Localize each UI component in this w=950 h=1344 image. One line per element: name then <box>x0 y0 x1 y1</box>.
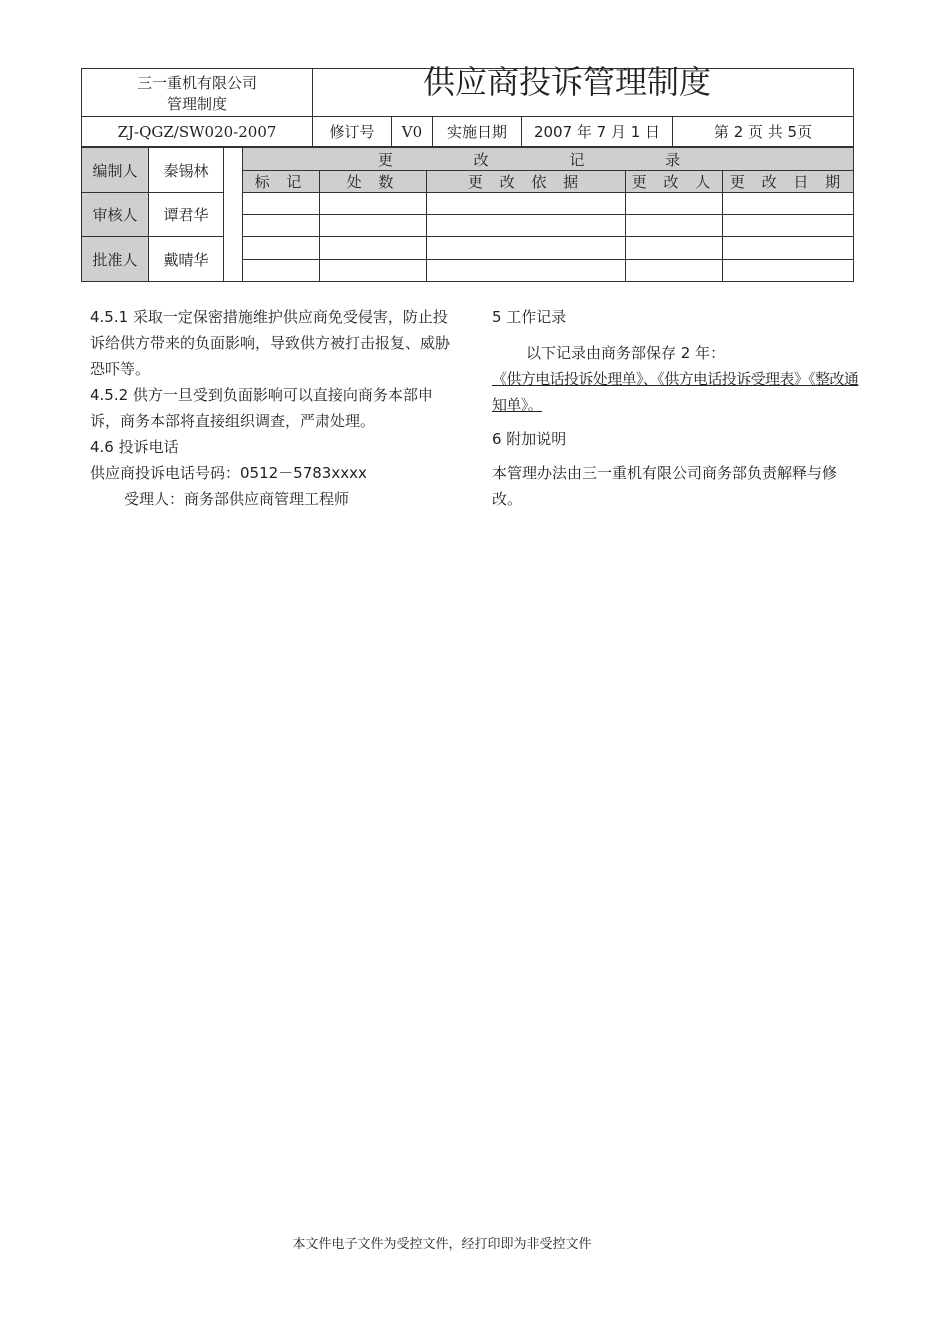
record-cell <box>626 215 723 237</box>
record-cell <box>243 193 320 215</box>
role-label: 审核人 <box>82 193 149 237</box>
record-cell <box>243 215 320 237</box>
record-cell <box>723 260 854 282</box>
record-cell <box>427 193 626 215</box>
page-number: 2 <box>733 123 744 141</box>
spacer-cell <box>224 148 243 282</box>
record-cell <box>243 260 320 282</box>
company-cell <box>82 69 313 117</box>
role-label: 编制人 <box>82 148 149 193</box>
records-intro: 以下记录由商务部保存 2 年： <box>526 344 726 362</box>
paragraph-4-5-1: 4.5.1 采取一定保密措施维护供应商免受侵害，防止投诉给供方带来的负面影响，导致供方被打击报复、威胁恐吓等。 <box>90 308 451 378</box>
receiver: 受理人：商务部供应商管理工程师 <box>124 490 350 508</box>
role-label: 批准人 <box>82 237 149 282</box>
record-title: 更 改 记 录 <box>243 148 854 171</box>
column-header: 更 改 日 期 <box>723 171 854 193</box>
record-cell <box>626 193 723 215</box>
column-header: 更 改 人 <box>626 171 723 193</box>
paragraph-4-5-2: 4.5.2 供方一旦受到负面影响可以直接向商务本部申诉，商务本部将直接组织调查，严肃处理。 <box>90 386 433 430</box>
complaint-phone: 供应商投诉电话号码：0512－5783xxxx <box>90 464 367 482</box>
column-header: 标 记 <box>243 171 320 193</box>
page-prefix: 第 <box>713 123 729 141</box>
record-cell <box>320 193 427 215</box>
role-name: 秦锡林 <box>149 148 224 193</box>
record-cell <box>320 215 427 237</box>
heading-4-6: 4.6 投诉电话 <box>90 438 179 456</box>
doc-type: 管理制度 <box>166 94 227 113</box>
document-title: 供应商投诉管理制度 <box>313 69 854 117</box>
revision-label: 修订号 <box>313 117 392 147</box>
role-name: 戴晴华 <box>149 237 224 282</box>
record-cell <box>320 260 427 282</box>
heading-6: 6 附加说明 <box>492 430 567 448</box>
record-cell <box>723 215 854 237</box>
column-header: 更 改 依 据 <box>427 171 626 193</box>
doc-number: ZJ-QGZ/SW020-2007 <box>82 117 313 147</box>
left-column <box>90 304 462 512</box>
role-name: 谭君华 <box>149 193 224 237</box>
document-header <box>81 63 854 147</box>
record-cell <box>320 237 427 260</box>
record-cell <box>626 260 723 282</box>
record-cell <box>243 237 320 260</box>
company-name: 三一重机有限公司 <box>136 73 257 92</box>
page-info <box>673 117 854 147</box>
change-record-table <box>81 147 854 282</box>
record-cell <box>427 215 626 237</box>
record-cell <box>723 237 854 260</box>
page-footer: 本文件电子文件为受控文件，经打印即为非受控文件 <box>292 1237 592 1252</box>
date-value: 2007 年 7 月 1 日 <box>522 117 673 147</box>
record-cell <box>427 260 626 282</box>
record-forms-list: 《供方电话投诉处理单》、《供方电话投诉受理表》《整改通知单》。 <box>492 370 859 414</box>
revision-value: V0 <box>392 117 433 147</box>
page-suffix: 页 共 5页 <box>748 123 813 141</box>
additional-note: 本管理办法由三一重机有限公司商务部负责解释与修改。 <box>492 464 838 508</box>
record-cell <box>723 193 854 215</box>
date-label: 实施日期 <box>433 117 522 147</box>
right-column <box>492 304 864 512</box>
heading-5: 5 工作记录 <box>492 308 567 326</box>
record-cell <box>427 237 626 260</box>
record-cell <box>626 237 723 260</box>
column-header: 处 数 <box>320 171 427 193</box>
